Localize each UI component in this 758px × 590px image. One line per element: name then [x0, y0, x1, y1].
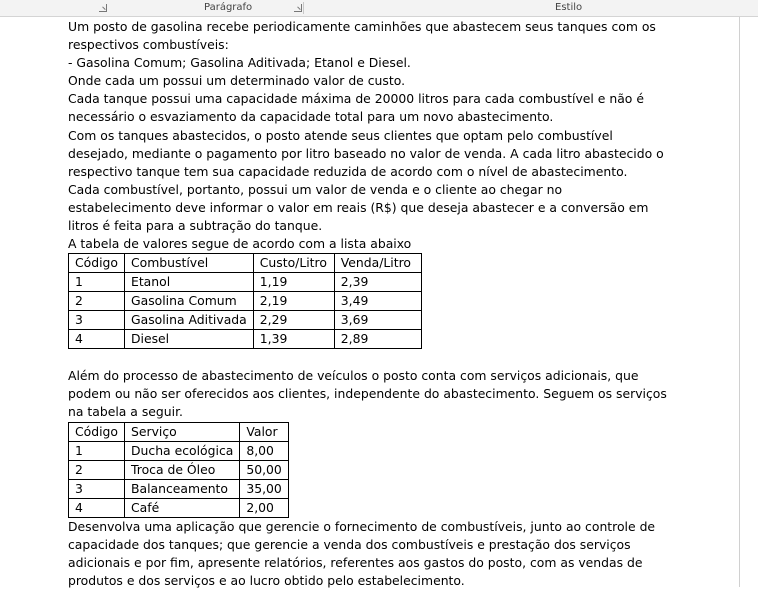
- paragraph: Cada combustível, portanto, possui um valor de venda e o cliente ao chegar no estabelecimento deve informar o valor em reais (R$) que deseja abastecer e a conversão em litros é feita para a subtração do tanque.: [68, 181, 649, 234]
- table-cell: 2: [69, 292, 125, 311]
- table-cell: 3: [69, 479, 125, 498]
- table-header-cell: Código: [69, 422, 125, 441]
- table-cell: 50,00: [240, 460, 288, 479]
- table-row: [69, 479, 289, 498]
- table-cell: 3,49: [334, 292, 421, 311]
- paragraph: Além do processo de abastecimento de veículos o posto conta com serviços adicionais, que podem ou não ser oferecidos aos clientes, independente do abastecimento. Seguem os serviços na tabela a seguir.: [68, 368, 667, 420]
- table-row: [69, 498, 289, 517]
- table-cell: 4: [69, 498, 125, 517]
- table-cell: Gasolina Comum: [125, 292, 254, 311]
- table-header-cell: Valor: [240, 422, 288, 441]
- table-cell: Gasolina Aditivada: [125, 311, 254, 330]
- table-cell: 1,19: [253, 273, 334, 292]
- table-cell: 8,00: [240, 441, 288, 460]
- table-cell: 2: [69, 460, 125, 479]
- paragraph-launcher-icon[interactable]: [294, 4, 302, 12]
- paragraph: Onde cada um possui um determinado valor de custo.: [68, 73, 406, 89]
- fuel-table: [68, 253, 422, 349]
- paragraph: Desenvolva uma aplicação que gerencie o fornecimento de combustíveis, junto ao controle de capacidade dos tanques; que gerencie a venda dos combustíveis e prestação dos serviços adicionais e por fim, apresente relatórios, referentes aos gastos do posto, com as vendas de produtos e dos serviços e ao lucro obtido pelo estabelecimento.: [68, 518, 656, 588]
- table-header-cell: Combustível: [125, 254, 254, 273]
- table-row: [69, 460, 289, 479]
- paragraph: A tabela de valores segue de acordo com a lista abaixo: [68, 236, 412, 252]
- paragraph-group-label: Parágrafo: [204, 2, 253, 13]
- table-header-row: [69, 254, 422, 273]
- table-cell: 2,00: [240, 498, 288, 517]
- table-cell: 2,39: [334, 273, 421, 292]
- table-cell: 3,69: [334, 311, 421, 330]
- table-cell: 1: [69, 273, 125, 292]
- table-header-cell: Venda/Litro: [334, 254, 421, 273]
- empty-line: [68, 349, 668, 367]
- table-cell: Ducha ecológica: [125, 441, 240, 460]
- table-row: [69, 311, 422, 330]
- paragraph: - Gasolina Comum; Gasolina Aditivada; Etanol e Diesel.: [68, 55, 411, 71]
- table-header-row: [69, 422, 289, 441]
- table-cell: 2,19: [253, 292, 334, 311]
- table-cell: 1: [69, 441, 125, 460]
- table-cell: 2,89: [334, 330, 421, 349]
- vertical-scrollbar[interactable]: [739, 17, 758, 587]
- table-header-cell: Serviço: [125, 422, 240, 441]
- styles-group-label: Estilo: [555, 2, 583, 13]
- clipboard-launcher-icon[interactable]: [99, 4, 107, 12]
- table-row: [69, 273, 422, 292]
- table-row: [69, 441, 289, 460]
- table-row: [69, 330, 422, 349]
- ribbon-group-bar: [0, 0, 758, 17]
- table-cell: 35,00: [240, 479, 288, 498]
- table-cell: 4: [69, 330, 125, 349]
- table-cell: 1,39: [253, 330, 334, 349]
- table-cell: Troca de Óleo: [125, 460, 240, 479]
- table-header-cell: Código: [69, 254, 125, 273]
- document-body: [68, 18, 668, 590]
- ribbon-divider: [303, 2, 304, 14]
- table-cell: Balanceamento: [125, 479, 240, 498]
- paragraph: Com os tanques abastecidos, o posto atende seus clientes que optam pelo combustível desejado, mediante o pagamento por litro baseado no valor de venda. A cada litro abastecido o respectivo tanque tem sua capacidade reduzida de acordo com o nível de abastecimento.: [68, 127, 664, 179]
- paragraph: Um posto de gasolina recebe periodicamente caminhões que abastecem seus tanques com os respectivos combustíveis:: [68, 19, 656, 53]
- table-cell: 2,29: [253, 311, 334, 330]
- paragraph: Cada tanque possui uma capacidade máxima de 20000 litros para cada combustível e não é necessário o esvaziamento da capacidade total para um novo abastecimento.: [68, 91, 644, 125]
- services-table: [68, 422, 289, 518]
- table-cell: 3: [69, 311, 125, 330]
- table-cell: Etanol: [125, 273, 254, 292]
- table-header-cell: Custo/Litro: [253, 254, 334, 273]
- table-row: [69, 292, 422, 311]
- table-cell: Diesel: [125, 330, 254, 349]
- table-cell: Café: [125, 498, 240, 517]
